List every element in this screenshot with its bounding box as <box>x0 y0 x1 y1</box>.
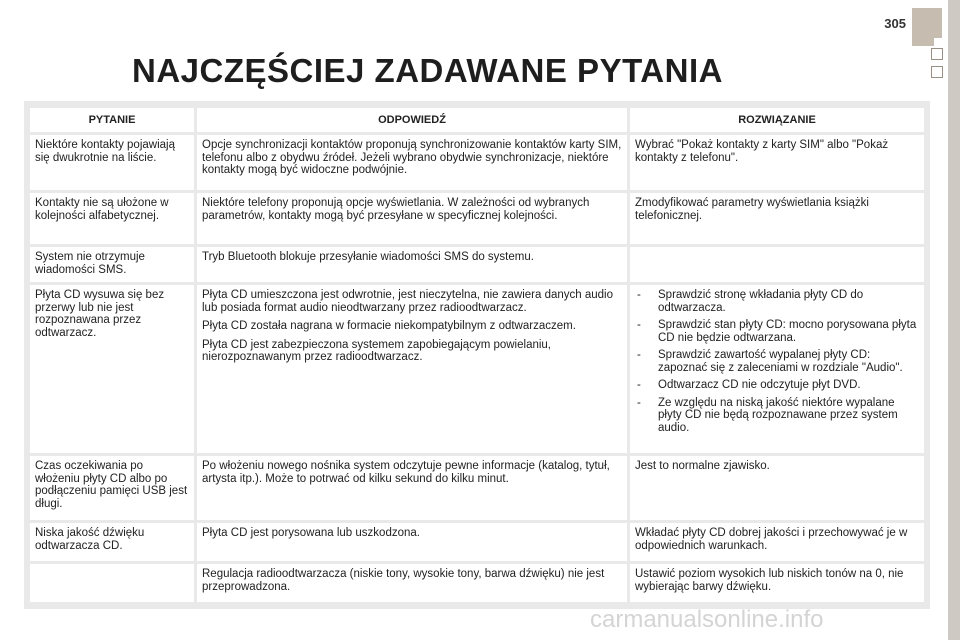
answer-paragraph: Płyta CD została nagrana w formacie niekompatybilnym z odtwarzaczem. <box>202 320 576 332</box>
table-row <box>30 564 924 602</box>
answer-paragraph: Płyta CD umieszczona jest odwrotnie, jest nieczytelna, nie zawiera danych audio lub posiada format audio nieodtwarzany przez radioodtwarzacz. <box>202 289 614 314</box>
faq-table <box>30 105 924 605</box>
question-cell: Niska jakość dźwięku odtwarzacza CD. <box>30 523 194 561</box>
checkbox-square-icon <box>931 48 943 60</box>
table-row <box>30 193 924 244</box>
answer-cell: Regulacja radioodtwarzacza (niskie tony, wysokie tony, barwa dźwięku) nie jest przeprowadzona. <box>194 564 627 602</box>
list-item: - Ze względu na niską jakość niektóre wypalane płyty CD nie będą rozpoznawane przez system audio. <box>635 397 920 435</box>
list-item: - Sprawdzić zawartość wypalanej płyty CD: zapoznać się z zaleceniami w rozdziale "Audio". <box>635 349 920 374</box>
solution-cell: Zmodyfikować parametry wyświetlania książki telefonicznej. <box>627 193 924 244</box>
solution-cell: Jest to normalne zjawisko. <box>627 456 924 520</box>
question-cell: Czas oczekiwania po włożeniu płyty CD albo po podłączeniu pamięci USB jest długi. <box>30 456 194 520</box>
answer-cell <box>194 285 627 453</box>
chapter-tab <box>912 8 942 46</box>
table-row <box>30 135 924 190</box>
list-item: - Odtwarzacz CD nie odczytuje płyt DVD. <box>635 379 920 392</box>
answer-cell: Niektóre telefony proponują opcje wyświetlania. W zależności od wybranych parametrów, kontakty mogą być przesyłane w specyficznej kolejności. <box>194 193 627 244</box>
side-strip <box>948 0 960 640</box>
answer-paragraph: Płyta CD jest zabezpieczona systemem zapobiegającym powielaniu, nierozpoznawanym przez radioodtwarzacz. <box>202 338 552 363</box>
answer-cell: Tryb Bluetooth blokuje przesyłanie wiadomości SMS do systemu. <box>194 247 627 282</box>
watermark: carmanualsonline.info <box>590 606 824 633</box>
answer-cell: Opcje synchronizacji kontaktów proponują synchronizowanie kontaktów karty SIM, telefonu albo z obydwu źródeł. Jeżeli wybrano obydwie synchronizacje, niektóre kontakty mogą być widoczne podwójnie. <box>194 135 627 190</box>
solution-cell: Wybrać "Pokaż kontakty z karty SIM" albo "Pokaż kontakty z telefonu". <box>627 135 924 190</box>
list-item: - Sprawdzić stronę wkładania płyty CD do odtwarzacza. <box>635 289 920 314</box>
table-row <box>30 285 924 453</box>
solution-cell: Ustawić poziom wysokich lub niskich tonów na 0, nie wybierając barwy dźwięku. <box>627 564 924 602</box>
question-cell <box>30 564 194 602</box>
solution-list <box>635 289 920 434</box>
table-row <box>30 247 924 282</box>
table-header-row <box>30 108 924 132</box>
list-item: - Sprawdzić stan płyty CD: mocno porysowana płyta CD nie będzie odtwarzana. <box>635 319 920 344</box>
answer-cell: Płyta CD jest porysowana lub uszkodzona. <box>194 523 627 561</box>
question-cell: System nie otrzymuje wiadomości SMS. <box>30 247 194 282</box>
answer-cell: Po włożeniu nowego nośnika system odczytuje pewne informacje (katalog, tytuł, artysta itp.). Może to potrwać od kilku sekund do kilku minut. <box>194 456 627 520</box>
page-title: NAJCZĘŚCIEJ ZADAWANE PYTANIA <box>132 52 723 89</box>
page-number: 305 <box>884 16 906 31</box>
solution-cell <box>627 247 924 282</box>
header-question: PYTANIE <box>30 108 194 132</box>
table-row <box>30 456 924 520</box>
question-cell: Niektóre kontakty pojawiają się dwukrotnie na liście. <box>30 135 194 190</box>
solution-cell: Wkładać płyty CD dobrej jakości i przechowywać je w odpowiednich warunkach. <box>627 523 924 561</box>
header-solution: ROZWIĄZANIE <box>627 108 924 132</box>
header-answer: ODPOWIEDŹ <box>194 108 627 132</box>
chapter-tab-notch <box>934 38 942 46</box>
checkbox-square-icon <box>931 66 943 78</box>
question-cell: Płyta CD wysuwa się bez przerwy lub nie jest rozpoznawana przez odtwarzacz. <box>30 285 194 453</box>
table-row <box>30 523 924 561</box>
solution-cell <box>627 285 924 453</box>
question-cell: Kontakty nie są ułożone w kolejności alfabetycznej. <box>30 193 194 244</box>
